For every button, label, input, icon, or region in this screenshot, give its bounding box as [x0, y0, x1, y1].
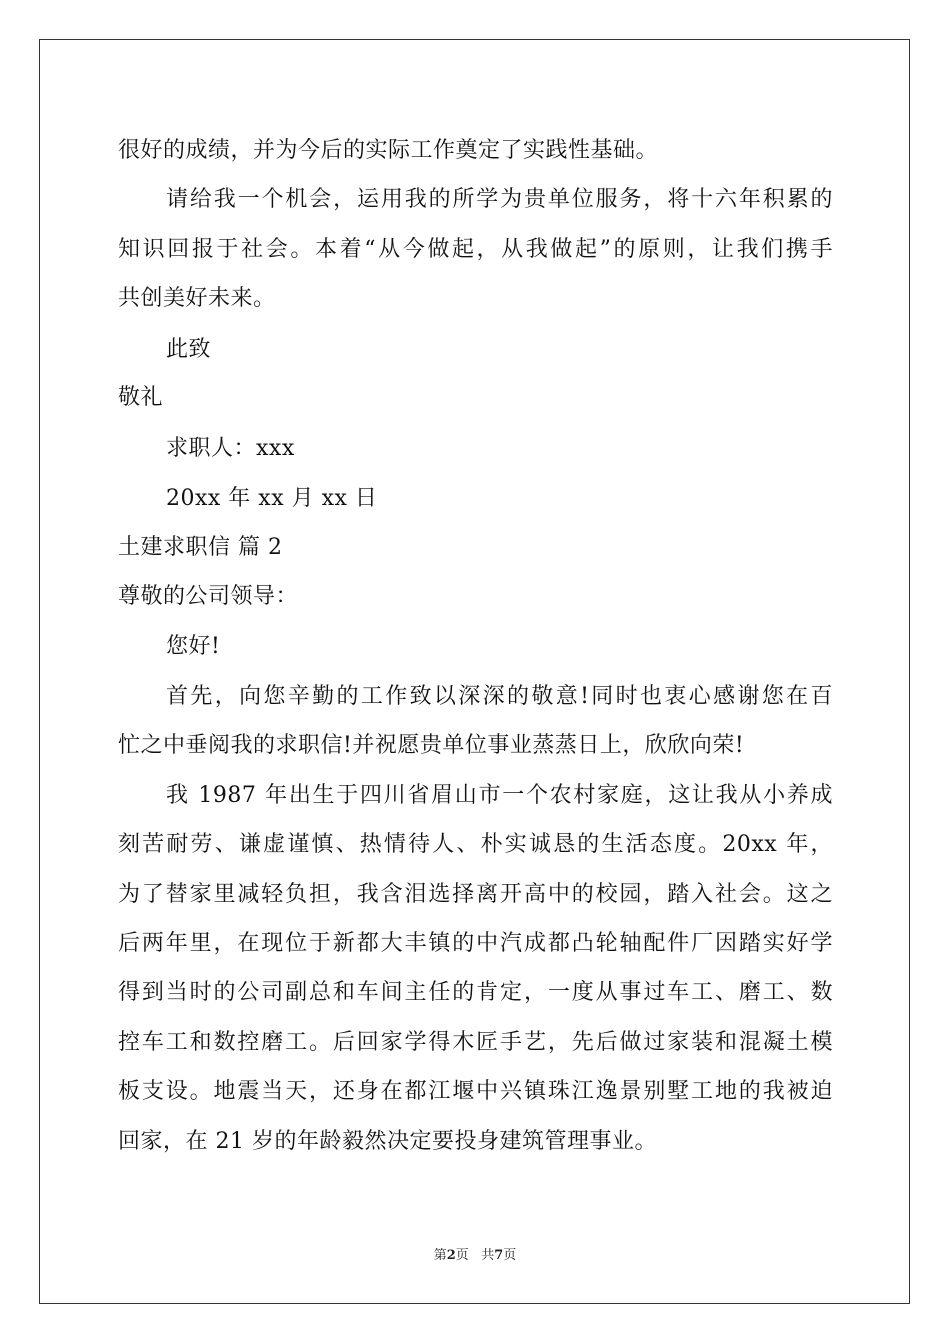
page-number-prefix: 第 [433, 1248, 447, 1263]
paragraph-line: 请给我一个机会，运用我的所学为贵单位服务，将十六年积累的 [166, 187, 833, 212]
total-pages-suffix: 页 [503, 1248, 517, 1263]
paragraph-line: 刻苦耐劳、谦虚谨慎、热情待人、朴实诚恳的生活态度。20xx 年， [118, 832, 833, 857]
closing-line: 此致 [166, 337, 212, 362]
page-number-suffix: 页 [455, 1248, 469, 1263]
paragraph-line: 共创美好未来。 [118, 286, 276, 311]
paragraph-line: 很好的成绩，并为今后的实际工作奠定了实践性基础。 [118, 138, 659, 163]
salutation-line: 敬礼 [118, 385, 164, 410]
paragraph-line: 控车工和数控磨工。后回家学得木匠手艺，先后做过家装和混凝土模 [118, 1030, 833, 1055]
paragraph-line: 我 1987 年出生于四川省眉山市一个农村家庭，这让我从小养成 [166, 783, 833, 808]
paragraph-line: 首先，向您辛勤的工作致以深深的敬意!同时也衷心感谢您在百 [166, 684, 833, 709]
paragraph-line: 为了替家里减轻负担，我含泪选择离开高中的校园，踏入社会。这之 [118, 882, 833, 907]
paragraph-line: 回家，在 21 岁的年龄毅然决定要投身建筑管理事业。 [118, 1129, 657, 1154]
paragraph-line: 后两年里，在现位于新都大丰镇的中汽成都凸轮轴配件厂因踏实好学 [118, 931, 833, 956]
total-pages-prefix: 共 [481, 1248, 495, 1263]
section-title: 土建求职信 篇 2 [118, 535, 283, 560]
paragraph-line: 忙之中垂阅我的求职信!并祝愿贵单位事业蒸蒸日上，欣欣向荣! [118, 733, 745, 758]
signature-line: 求职人：xxx [166, 436, 295, 461]
page-frame [39, 39, 910, 1304]
paragraph-line: 知识回报于社会。本着“从今做起，从我做起”的原则，让我们携手 [118, 237, 833, 262]
paragraph-line: 得到当时的公司副总和车间主任的肯定，一度从事过车工、磨工、数 [118, 980, 833, 1005]
greeting-line: 您好! [166, 634, 221, 659]
date-line: 20xx 年 xx 月 xx 日 [166, 486, 378, 511]
paragraph-line: 板支设。地震当天，还身在都江堰中兴镇珠江逸景别墅工地的我被迫 [118, 1079, 833, 1104]
page-footer [0, 1248, 950, 1264]
total-page-count: 7 [494, 1248, 504, 1263]
greeting-line: 尊敬的公司领导： [118, 584, 299, 609]
current-page-number: 2 [446, 1248, 456, 1263]
